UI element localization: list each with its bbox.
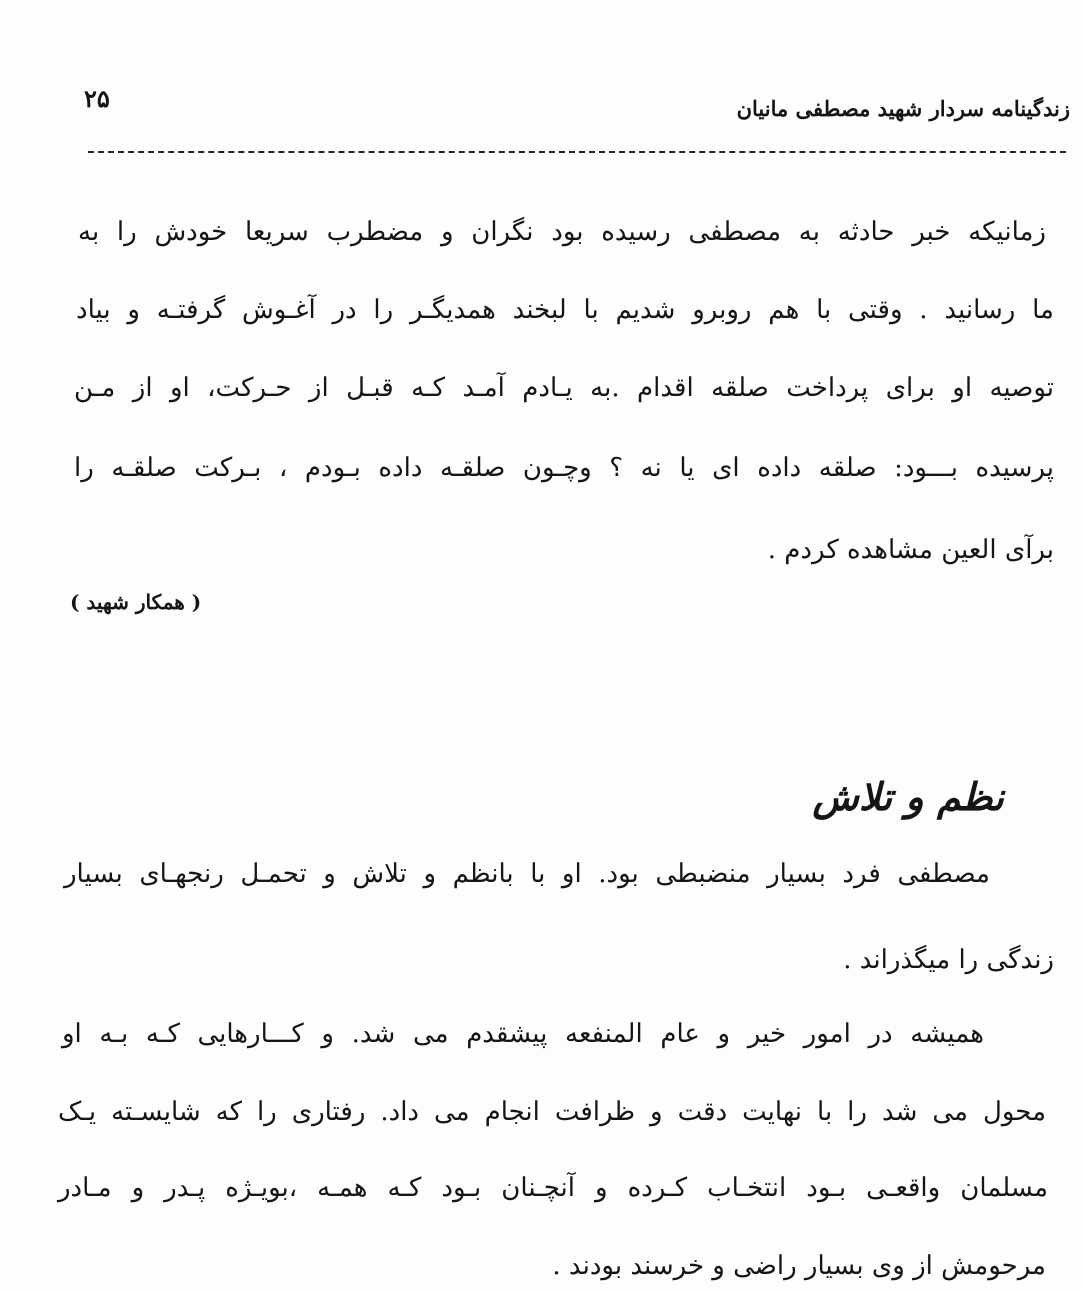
paragraph-line: مرحومش از وی بسیار راضی و خرسند بودند . [552, 1251, 1046, 1281]
header-rule [88, 151, 1066, 153]
paragraph-line: زندگی را میگذراند . [843, 945, 1054, 975]
paragraph-line: ما رسانید . وقتی با هم روبرو شدیم با لبخند همدیگـر را در آغـوش گرفتـه و بیاد [76, 295, 1054, 325]
paragraph-line: توصیه او برای پرداخت صلقه اقدام .به یـادم آمـد کـه قبـل از حـرکت، او از مـن [74, 373, 1054, 403]
source-note: ( همکار شهید ) [70, 590, 202, 614]
paragraph-line: محول می شد را با نهایت دقت و ظرافت انجام می داد. رفتاری را که شایسـته یـک [58, 1097, 1046, 1127]
section-heading: نظم و تلاش [812, 774, 1004, 819]
paragraph-line: مصطفی فرد بسیار منضبطی بود. او با بانظم و تلاش و تحمـل رنجهـای بسیار [64, 859, 990, 889]
page-number: ۲۵ [84, 84, 110, 113]
paragraph-line: پرسیده بـــود: صلقه داده ای یا نه ؟ وچـون صلقـه داده بـودم ، بـرکت صلقـه را [74, 453, 1054, 483]
paragraph-line: مسلمان واقعـی بـود انتخـاب کـرده و آنچـنان بـود کـه همـه ،بویـژه پـدر و مـادر [58, 1173, 1048, 1203]
paragraph-line: همیشه در امور خیر و عام المنفعه پیشقدم می شد. و کـــارهایی کـه بـه او [62, 1019, 984, 1049]
paragraph-line: زمانیکه خبر حادثه به مصطفی رسیده بود نگران و مضطرب سریعا خودش را به [78, 217, 1046, 247]
running-title: زندگینامه سردار شهید مصطفی مانیان [736, 96, 1070, 121]
paragraph-line: برآی العین مشاهده کردم . [767, 535, 1054, 565]
